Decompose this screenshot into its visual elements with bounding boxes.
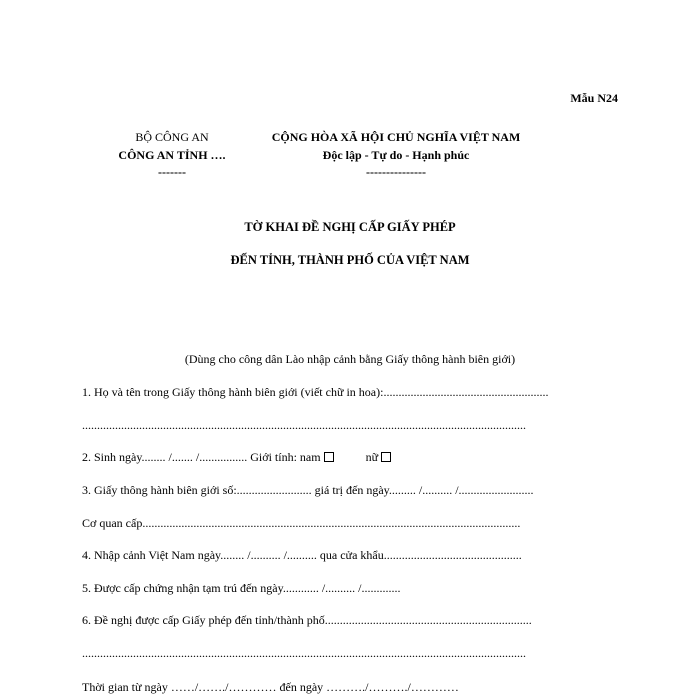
document-title-line1: TỜ KHAI ĐỀ NGHỊ CẤP GIẤY PHÉP: [244, 220, 456, 234]
female-label: nữ: [365, 450, 379, 464]
left-divider: -------: [158, 165, 186, 179]
field-border-pass: 3. Giấy thông hành biên giới số:......................... giá trị đến ngày......... /.......... /.........................: [82, 483, 534, 497]
field-destination-cont: ....................................................................................................................................................: [82, 646, 526, 660]
field-issuing-agency: Cơ quan cấp..............................................................................................................................: [82, 516, 521, 530]
field-entry: 4. Nhập cảnh Việt Nam ngày........ /.......... /.......... qua cửa khẩu..............................................: [82, 548, 522, 562]
field-full-name: 1. Họ và tên trong Giấy thông hành biên giới (viết chữ in hoa):.......................................................: [82, 385, 549, 399]
field-duration: Thời gian từ ngày ……/……./………… đến ngày ………./………./…………: [82, 680, 459, 694]
male-checkbox[interactable]: [324, 452, 334, 462]
field-birth-gender: [82, 451, 391, 463]
form-code: Mẫu N24: [570, 91, 618, 105]
birth-gender-text: 2. Sinh ngày........ /....... /................ Giới tính: nam: [82, 450, 321, 464]
female-checkbox[interactable]: [381, 452, 391, 462]
ministry-name: BỘ CÔNG AN: [135, 130, 209, 144]
field-full-name-cont: ....................................................................................................................................................: [82, 418, 526, 432]
office-name: CÔNG AN TỈNH ….: [118, 148, 226, 162]
field-temp-residence: 5. Được cấp chứng nhận tạm trú đến ngày............ /.......... /.............: [82, 581, 401, 595]
country-name: CỘNG HÒA XÃ HỘI CHỦ NGHĨA VIỆT NAM: [271, 130, 521, 144]
document-title-line2: ĐẾN TỈNH, THÀNH PHỐ CỦA VIỆT NAM: [230, 253, 470, 267]
motto: Độc lập - Tự do - Hạnh phúc: [322, 148, 470, 162]
document-subtitle: (Dùng cho công dân Lào nhập cảnh bằng Giấy thông hành biên giới): [184, 352, 516, 366]
right-divider: ---------------: [366, 165, 426, 179]
field-destination: 6. Đề nghị được cấp Giấy phép đến tỉnh/thành phố.....................................................................: [82, 613, 532, 627]
